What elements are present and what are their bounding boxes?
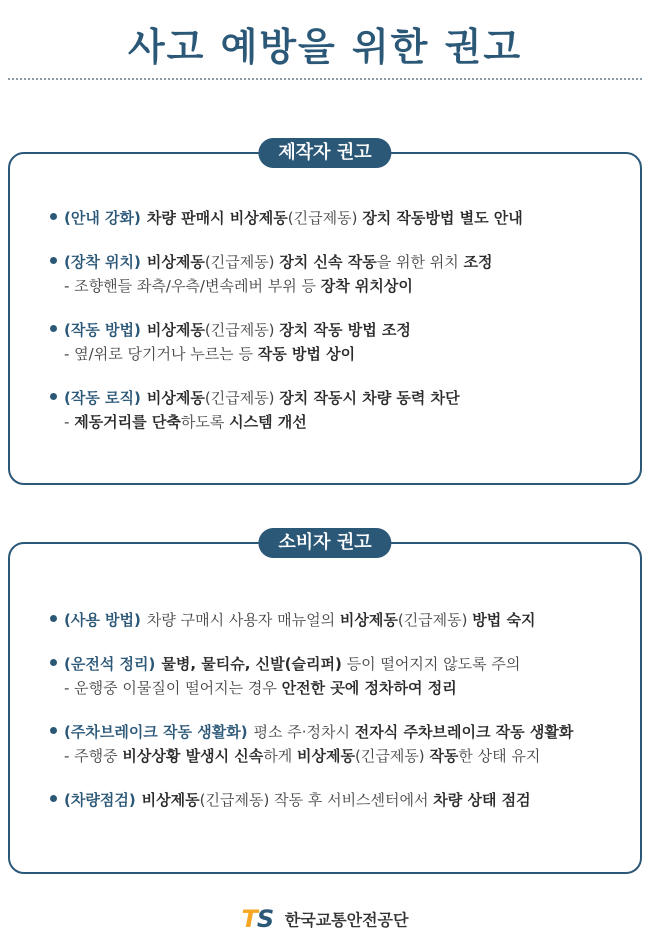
text-segment: (긴급제동)	[204, 321, 280, 339]
recommendation-item	[50, 608, 630, 632]
text-segment: 시스템 개선	[229, 413, 307, 431]
item-main-line	[50, 206, 630, 230]
text-segment: (긴급제동)	[355, 747, 430, 765]
recommendation-item	[50, 652, 630, 700]
text-segment: - 운행중 이물질이 떨어지는 경우	[64, 679, 282, 697]
text-segment: - 주행중	[64, 747, 123, 765]
text-segment: 조정	[463, 253, 493, 271]
item-sub-line	[50, 342, 630, 366]
bullet-icon	[50, 325, 57, 332]
recommendation-item	[50, 206, 630, 230]
text-segment: 비상제동	[297, 747, 355, 765]
text-segment: 평소 주·정차시	[253, 723, 355, 741]
text-segment: 하도록	[180, 413, 230, 431]
recommendation-item	[50, 386, 630, 434]
item-main-line	[50, 608, 630, 632]
item-main-line	[50, 652, 630, 676]
text-segment: 제동거리를 단축	[74, 413, 181, 431]
consumer-heading: 소비자 권고	[258, 528, 391, 558]
item-sub-line	[50, 744, 630, 768]
recommendation-item	[50, 250, 630, 298]
manufacturer-heading: 제작자 권고	[258, 138, 391, 168]
text-segment: 장치 작동 방법 조정	[279, 321, 411, 339]
bullet-icon	[50, 257, 57, 264]
item-main-line	[50, 386, 630, 410]
text-segment: 물병, 물티슈, 신발(슬리퍼)	[161, 655, 342, 673]
item-main-line	[50, 318, 630, 342]
text-segment: 안전한 곳에 정차하여 정리	[281, 679, 457, 697]
text-segment: (긴급제동)	[287, 209, 363, 227]
recommendation-item	[50, 788, 630, 812]
item-label: (차량점검)	[64, 791, 136, 809]
item-sub-line	[50, 676, 630, 700]
item-main-line	[50, 788, 630, 812]
text-segment: 을 위한 위치	[376, 253, 464, 271]
text-segment: (긴급제동) 작동 후 서비스센터에서	[199, 791, 434, 809]
bullet-icon	[50, 213, 57, 220]
text-segment: 작동	[429, 747, 459, 765]
text-segment: 차량 상태 점검	[433, 791, 531, 809]
text-segment: 차량 판매시 비상제동	[146, 209, 288, 227]
text-segment: 장치 신속 작동	[279, 253, 377, 271]
text-segment: 비상제동	[146, 389, 205, 407]
text-segment: - 조향핸들 좌측/우측/변속레버 부위 등	[64, 277, 321, 295]
item-label: (장착 위치)	[64, 253, 141, 271]
text-segment: 차량 구매시 사용자 매뉴얼의	[146, 611, 340, 629]
item-label: (작동 로직)	[64, 389, 141, 407]
item-label: (안내 강화)	[64, 209, 141, 227]
text-segment: 비상제동	[141, 791, 200, 809]
text-segment: 장착 위치상이	[320, 277, 413, 295]
bullet-icon	[50, 727, 57, 734]
text-segment: 한 상태 유지	[458, 747, 541, 765]
ts-logo: TS	[241, 905, 274, 933]
text-segment: (긴급제동)	[204, 253, 280, 271]
manufacturer-list	[50, 206, 630, 454]
item-sub-line	[50, 274, 630, 298]
text-segment: -	[64, 413, 75, 431]
page-title: 사고 예방을 위한 권고	[127, 25, 523, 69]
recommendation-item	[50, 720, 630, 768]
text-segment: 전자식 주차브레이크 작동 생활화	[354, 723, 574, 741]
item-label: (운전석 정리)	[64, 655, 156, 673]
consumer-section	[8, 532, 642, 874]
text-segment: 비상제동	[146, 321, 205, 339]
recommendation-item	[50, 318, 630, 366]
manufacturer-section	[8, 142, 642, 485]
bullet-icon	[50, 615, 57, 622]
item-label: (주차브레이크 작동 생활화)	[64, 723, 248, 741]
text-segment: 비상상황 발생시 신속	[122, 747, 264, 765]
item-sub-line	[50, 410, 630, 434]
consumer-list	[50, 608, 630, 832]
text-segment: 장치 작동방법 별도 안내	[362, 209, 523, 227]
text-segment: (긴급제동)	[397, 611, 473, 629]
text-segment: - 옆/위로 당기거나 누르는 등	[64, 345, 258, 363]
text-segment: 장치 작동시 차량 동력 차단	[279, 389, 460, 407]
item-main-line	[50, 720, 630, 744]
footer	[0, 905, 650, 933]
text-segment: 하게	[263, 747, 298, 765]
org-name: 한국교통안전공단	[284, 910, 409, 930]
bullet-icon	[50, 393, 57, 400]
bullet-icon	[50, 659, 57, 666]
text-segment: 작동 방법 상이	[257, 345, 356, 363]
item-main-line	[50, 250, 630, 274]
dotted-divider	[8, 78, 642, 80]
item-label: (사용 방법)	[64, 611, 141, 629]
text-segment: 방법 숙지	[472, 611, 536, 629]
text-segment: 등이 떨어지지 않도록 주의	[341, 655, 521, 673]
item-label: (작동 방법)	[64, 321, 141, 339]
bullet-icon	[50, 795, 57, 802]
text-segment: (긴급제동)	[204, 389, 280, 407]
text-segment: 비상제동	[339, 611, 398, 629]
text-segment: 비상제동	[146, 253, 205, 271]
